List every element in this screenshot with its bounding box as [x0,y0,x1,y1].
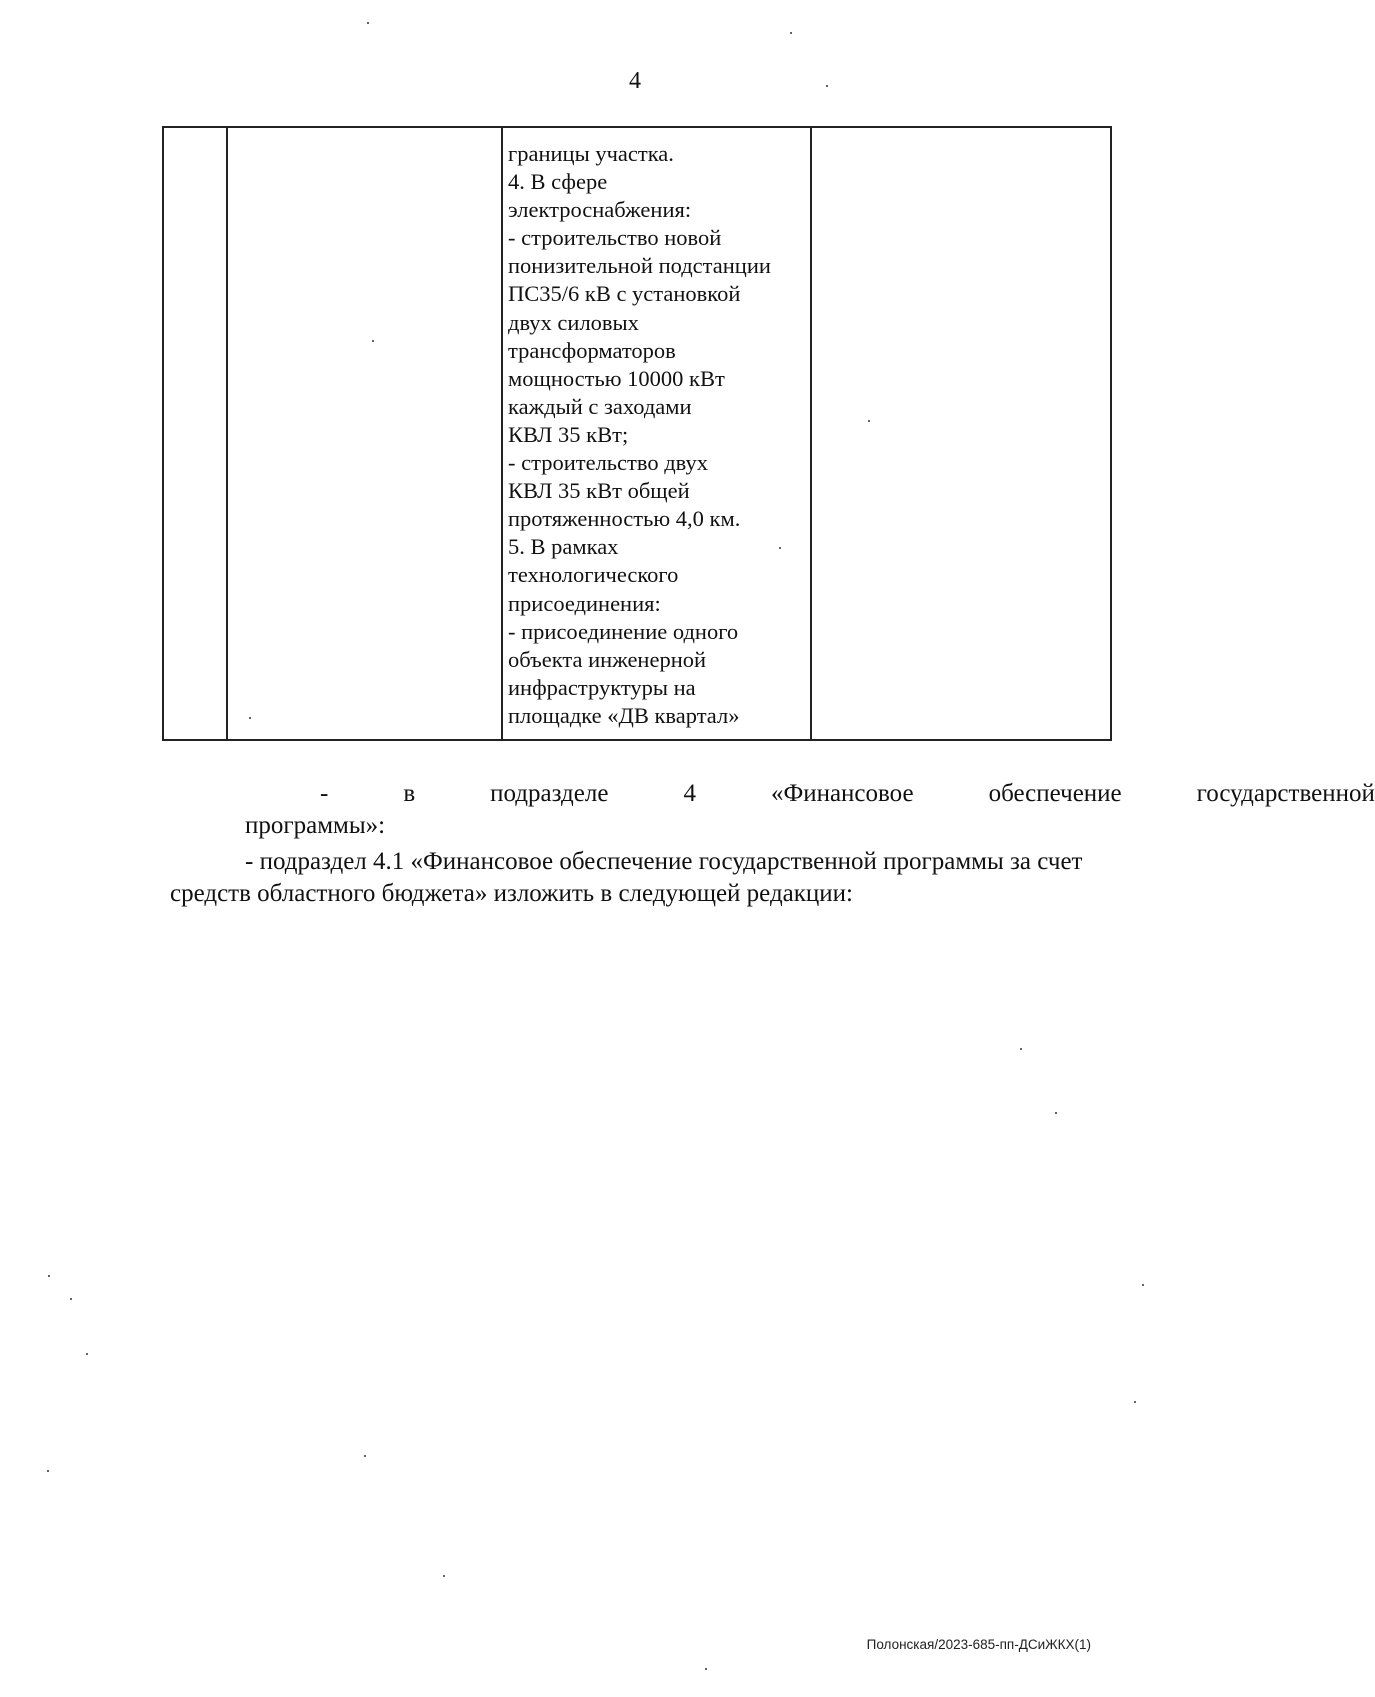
table-cell-measures [502,127,811,740]
paragraph-subsection-4-1: - подраздел 4.1 «Финансовое обеспечение государственной программы за счет средств областного бюджета» изложить в следующей редакции: [170,848,1083,907]
paragraph-word: «Финансовое [770,780,914,807]
measures-line: 4. В сфере [508,169,608,195]
paragraph-word: обеспечение [988,780,1122,807]
scan-speck [1020,1048,1022,1050]
table-cell-number [163,127,227,740]
measures-line: КВЛ 35 кВт; [508,421,629,447]
scan-speck [826,85,828,87]
measures-line: объекта инженерной [508,646,707,672]
paragraph-subsection-4 [170,778,1375,841]
scan-speck [367,22,369,24]
measures-line: понизительной подстанции [508,253,771,279]
paragraph-tail: программы»: [245,811,386,839]
paragraph-word: подразделе [490,780,609,807]
measures-line: трансформаторов [508,337,676,363]
paragraph-first-line [245,778,1375,810]
document-code: Полонская/2023-685-пп-ДСиЖКХ(1) [866,1637,1091,1652]
measures-line: - строительство новой [508,225,722,251]
scan-speck [364,1455,366,1457]
scan-speck [790,32,792,34]
paragraph-word: - [320,780,329,807]
measures-text [508,140,810,730]
scan-speck [779,547,781,549]
scan-speck [868,420,870,422]
measures-table [162,126,1112,741]
measures-line: присоединения: [508,590,661,616]
scan-speck [47,1470,49,1472]
paragraph-word: государственной [1196,780,1375,807]
scan-speck [1055,1112,1057,1114]
measures-line: ПС35/6 кВ с установкой [508,281,741,307]
measures-line: каждый с заходами [508,393,692,419]
measures-line: площадке «ДВ квартал» [508,702,740,728]
table-cell-name [227,127,502,740]
scan-speck [705,1668,707,1670]
scan-speck [70,1298,72,1300]
page-number: 4 [629,68,641,94]
measures-line: 5. В рамках [508,534,619,560]
paragraph-word: 4 [683,780,696,807]
measures-line: технологического [508,562,679,588]
scan-speck [249,717,251,719]
measures-line: электроснабжения: [508,197,692,223]
scan-speck [1142,1284,1144,1286]
measures-line: двух силовых [508,309,639,335]
measures-line: протяженностью 4,0 км. [508,506,741,532]
paragraph-word: в [403,780,416,807]
scan-speck [443,1575,445,1577]
scan-speck [372,340,374,342]
scan-speck [48,1275,50,1277]
measures-line: инфраструктуры на [508,674,696,700]
measures-line: КВЛ 35 кВт общей [508,478,690,504]
scan-speck [86,1353,88,1355]
measures-line: границы участка. [508,141,674,166]
measures-line: - строительство двух [508,450,709,476]
table-row [163,127,1111,740]
measures-line: - присоединение одного [508,618,739,644]
scan-speck [1134,1401,1136,1403]
measures-line: мощностью 10000 кВт [508,365,725,391]
table-cell-notes [811,127,1111,740]
